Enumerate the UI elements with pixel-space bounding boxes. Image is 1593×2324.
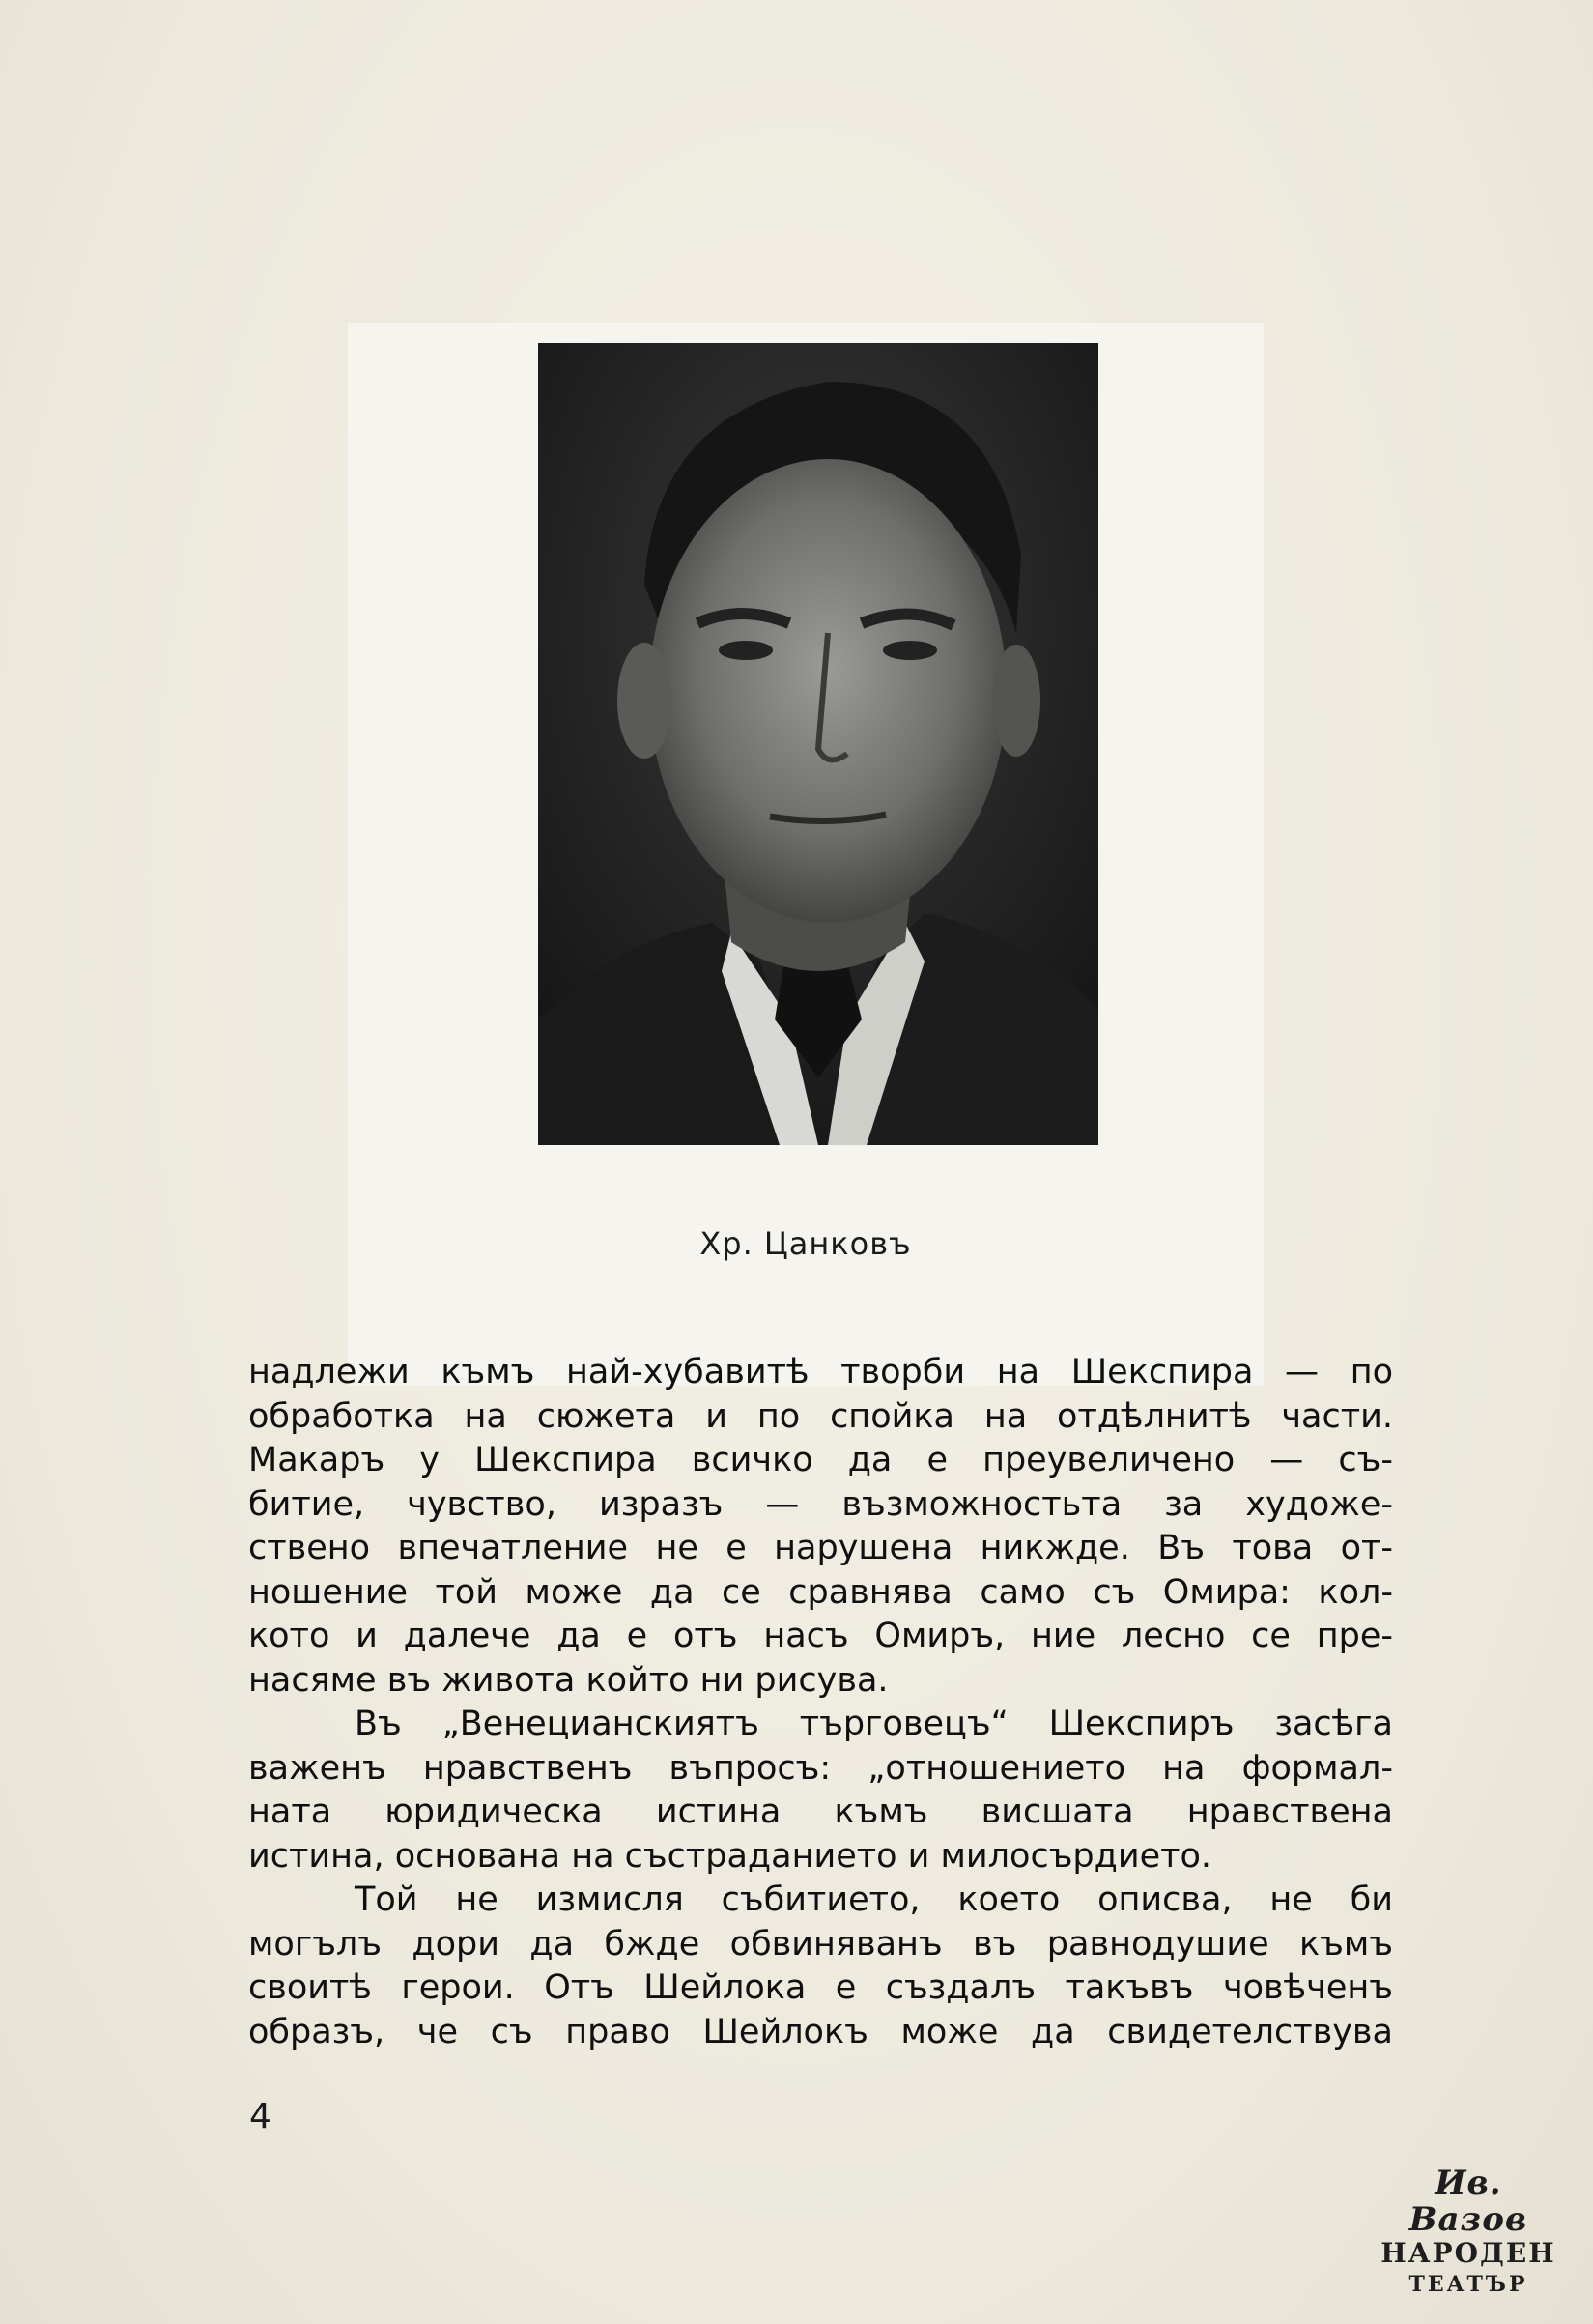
text-line: Макаръ у Шекспира всичко да е преувеличено — съ- xyxy=(248,1441,1393,1479)
text-line: ната юридическа истина къмъ висшата нравствена xyxy=(248,1793,1393,1831)
text-line: Той не измисля събитието, което описва, не би xyxy=(355,1880,1393,1919)
text-line: ствено впечатление не е нарушена никжде. Въ това от- xyxy=(248,1529,1393,1567)
text-line: битие, чувство, изразъ — възможностьта за художе- xyxy=(248,1484,1393,1524)
text-line: истина, основана на състраданието и милосърдието. xyxy=(248,1836,1212,1876)
text-line: Въ „Венецианскиятъ търговецъ“ Шекспиръ засѣга xyxy=(355,1705,1393,1743)
text-line: важенъ нравственъ въпросъ: „отношението на формал- xyxy=(248,1748,1393,1788)
page-number: 4 xyxy=(249,2097,271,2137)
logo-script: Ив. Вазов xyxy=(1408,2164,1528,2239)
text-line: надлежи къмъ най-хубавитѣ творби на Шекспира — по xyxy=(248,1353,1393,1392)
text-line: ношение той може да се сравнява само съ Омира: кол- xyxy=(248,1572,1393,1612)
theatre-logo xyxy=(1372,2164,1565,2297)
text-line: кото и далече да е отъ насъ Омиръ, ние лесно се пре- xyxy=(248,1617,1393,1655)
text-line: насяме въ живота който ни рисува. xyxy=(248,1660,889,1700)
portrait-caption: Хр. Цанковъ xyxy=(699,1225,912,1262)
text-line: своитѣ герои. Отъ Шейлока е създалъ такъвъ човѣченъ xyxy=(248,1968,1393,2007)
text-line: образъ, че съ право Шейлокъ може да свидетелствува xyxy=(248,2012,1393,2051)
text-line: обработка на сюжета и по спойка на отдѣлнитѣ части. xyxy=(248,1396,1393,1436)
portrait-photo xyxy=(538,343,1098,1145)
portrait-image xyxy=(538,343,1098,1145)
logo-line1: НАРОДЕН xyxy=(1380,2237,1556,2269)
text-line: могълъ дори да бжде обвиняванъ въ равнодушие къмъ xyxy=(248,1924,1393,1964)
logo-line2: ТЕАТЪР xyxy=(1408,2272,1528,2297)
body-text xyxy=(248,1351,1393,2054)
